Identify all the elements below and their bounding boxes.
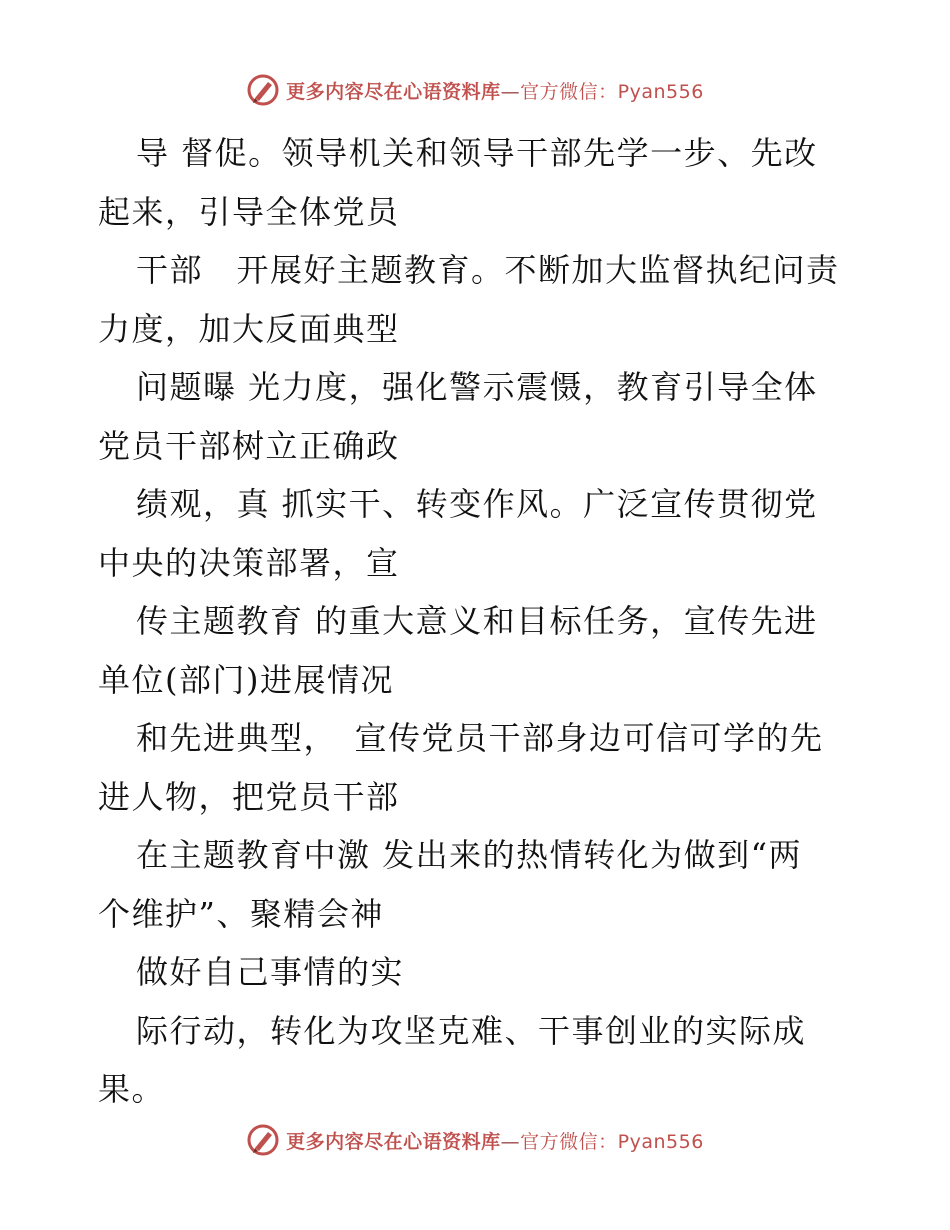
body-line-1: 导 督促。领导机关和领导干部先学一步、先改 bbox=[136, 134, 818, 172]
body-line-15: 做好自己事情的实 bbox=[136, 953, 405, 991]
footer-text bbox=[286, 1127, 704, 1154]
body-line-12: 进人物，把党员干部 bbox=[98, 777, 400, 816]
pen-logo-icon bbox=[246, 73, 280, 107]
body-line-2: 起来，引导全体党员 bbox=[98, 192, 400, 231]
body-line-16: 际行动，转化为攻坚克难、干事创业的实际成 bbox=[136, 1011, 807, 1050]
pen-logo-icon bbox=[246, 1123, 280, 1157]
body-line-7: 绩观，真 抓实干、转变作风。广泛宣传贯彻党 bbox=[136, 485, 818, 523]
footer-separator: — bbox=[500, 1130, 521, 1153]
footer-brand: 更多内容尽在心语资料库 bbox=[286, 1130, 501, 1153]
body-line-17: 果。 bbox=[98, 1070, 166, 1108]
header-brand: 更多内容尽在心语资料库 bbox=[286, 80, 501, 103]
body-line-9: 传主题教育 的重大意义和目标任务，宣传先进 bbox=[136, 602, 818, 640]
header-contact: 官方微信：Pyan556 bbox=[520, 80, 704, 103]
body-line-4: 力度，加大反面典型 bbox=[98, 309, 400, 348]
header-text bbox=[286, 77, 704, 104]
body-line-14: 个维护”、聚精会神 bbox=[98, 894, 384, 933]
body-line-10: 单位(部门)进展情况 bbox=[98, 660, 394, 699]
body-line-13: 在主题教育中激 发出来的热情转化为做到“两 bbox=[136, 836, 803, 874]
body-line-11: 和先进典型， 宣传党员干部身边可信可学的先 bbox=[136, 719, 824, 757]
header-banner bbox=[0, 70, 950, 110]
body-line-3: 干部 开展好主题教育。不断加大监督执纪问责 bbox=[136, 251, 840, 289]
footer-banner bbox=[0, 1120, 950, 1160]
body-line-6: 党员干部树立正确政 bbox=[98, 426, 400, 465]
body-line-8: 中央的决策部署，宣 bbox=[98, 543, 400, 582]
footer-contact: 官方微信：Pyan556 bbox=[520, 1130, 704, 1153]
header-separator: — bbox=[500, 80, 521, 103]
document-body bbox=[98, 124, 858, 1119]
body-line-5: 问题曝 光力度，强化警示震慑，教育引导全体 bbox=[136, 368, 818, 406]
